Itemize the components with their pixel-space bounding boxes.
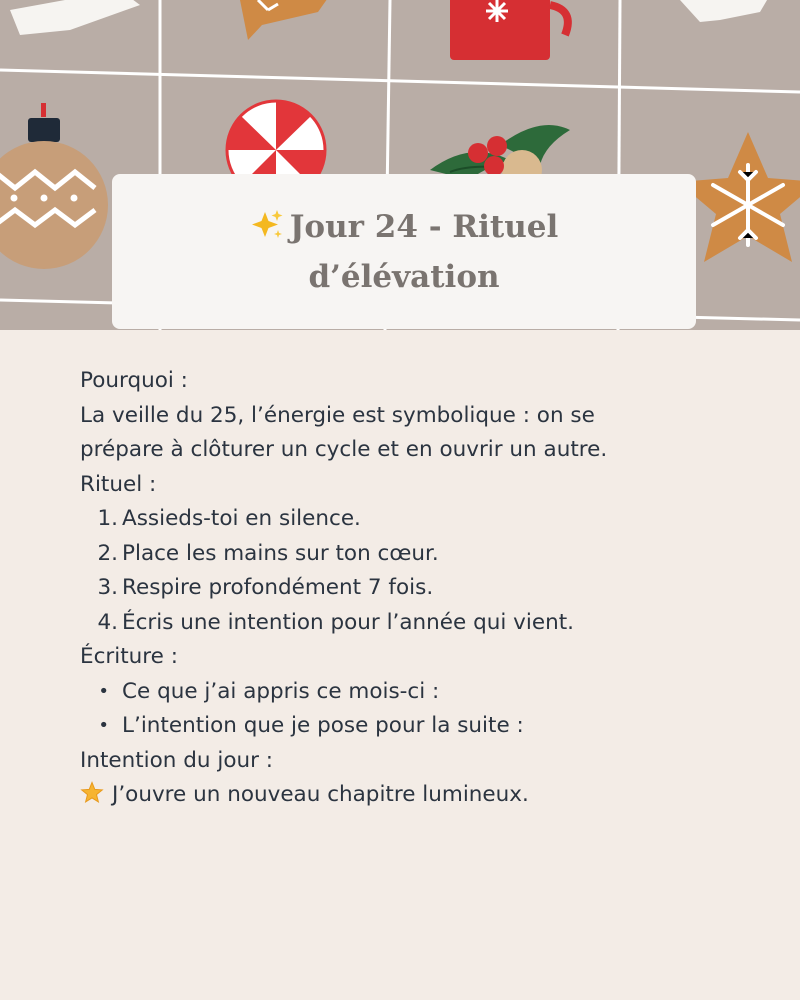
sparkles-icon [250,208,284,242]
ritual-steps-list [80,502,760,640]
list-item [80,606,760,641]
ecriture-heading: Écriture : [80,644,178,669]
pourquoi-text-line-1: La veille du 25, l’énergie est symbolique : on se [80,402,595,428]
pourquoi-text-line-2: prépare à clôturer un cycle et en ouvrir un autre. [80,437,608,462]
step-text: Assieds-toi en silence. [122,506,361,531]
step-number: 3. [97,575,118,600]
step-text: Respire profondément 7 fois. [122,575,434,600]
list-item [80,502,760,537]
bullet-icon: • [98,680,109,702]
page-title-line-2: d’élévation [308,258,500,295]
page-title-line-1 [250,202,559,252]
pourquoi-heading: Pourquoi : [80,368,188,393]
prompt-text: Ce que j’ai appris ce mois-ci : [122,678,440,704]
intention-line [80,778,760,813]
intention-text: J’ouvre un nouveau chapitre lumineux. [112,782,529,807]
step-text: Écris une intention pour l’année qui vient. [122,609,574,635]
prompt-text: L’intention que je pose pour la suite : [122,713,524,738]
title-card [112,174,696,329]
step-number: 4. [97,609,118,635]
list-item [80,571,760,606]
step-text: Place les mains sur ton cœur. [122,540,439,566]
list-item [80,709,760,744]
writing-prompts-list [80,675,760,744]
list-item [80,537,760,572]
rituel-heading: Rituel : [80,471,157,497]
list-item [80,675,760,710]
bullet-icon: • [98,715,109,736]
star-icon [80,781,104,805]
main-content [80,364,760,813]
intention-heading: Intention du jour : [80,747,274,773]
step-number: 2. [97,540,118,566]
page-title-text-1: Jour 24 - Rituel [289,208,559,245]
step-number: 1. [97,506,118,531]
